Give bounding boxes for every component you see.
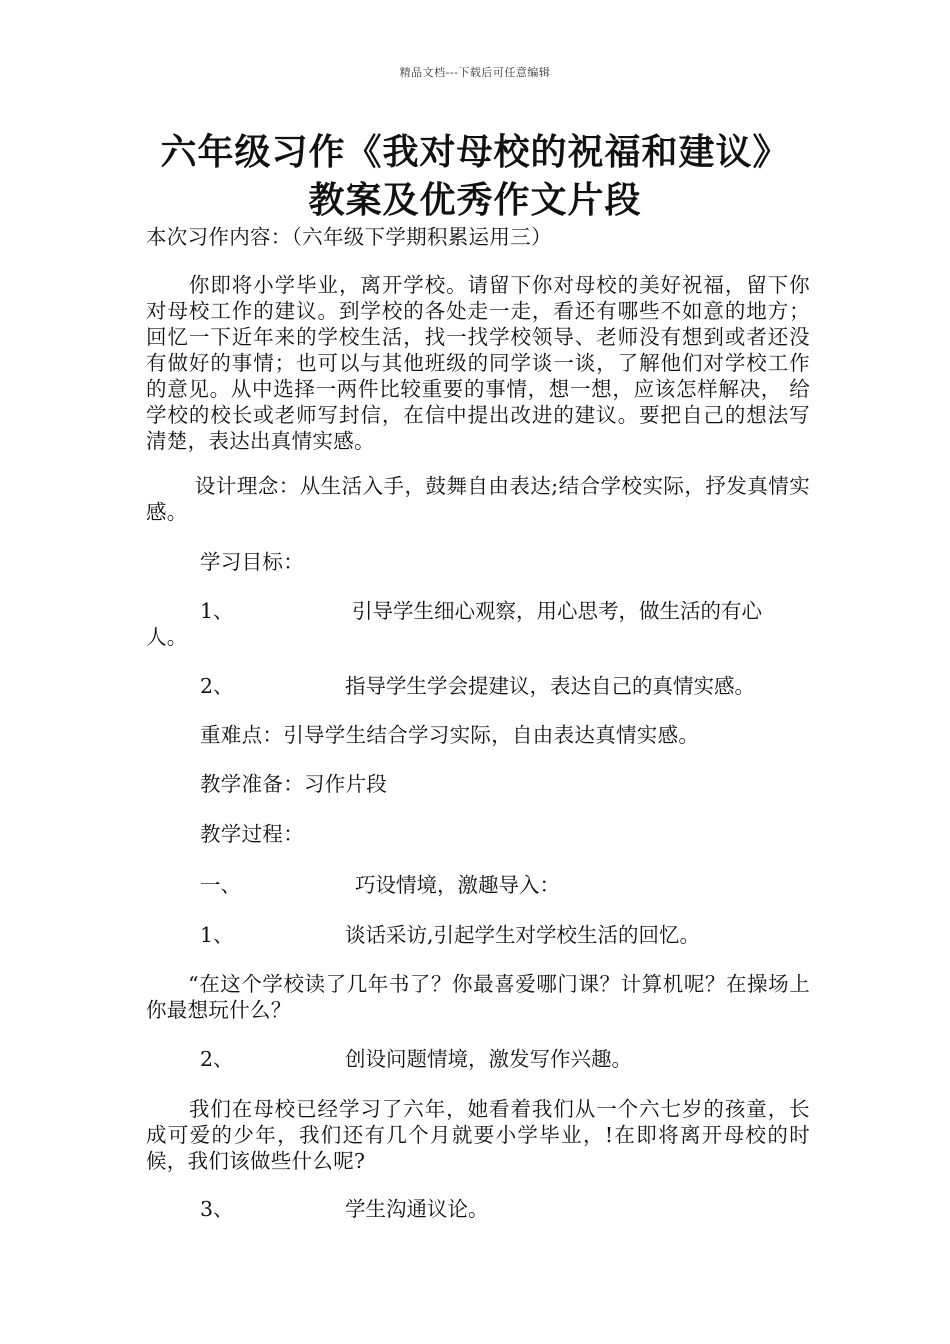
step-3-text: 学生沟通议论。 <box>345 1197 489 1221</box>
step-1-text: 谈话采访,引起学生对学校生活的回忆。 <box>345 923 701 947</box>
section-1-number: 一、 <box>200 873 241 897</box>
title-line-2: 教案及优秀作文片段 <box>308 179 642 221</box>
step-3-number: 3、 <box>200 1197 234 1221</box>
paragraph-design-concept: 设计理念：从生活入手，鼓舞自由表达;结合学校实际，抒发真情实感。 <box>146 474 810 524</box>
paragraph-scenario: 我们在母校已经学习了六年，她看着我们从一个六七岁的孩童，长成可爱的少年，我们还有几个月就要小学毕业，!在即将离开母校的时候，我们该做些什么呢? <box>146 1097 810 1173</box>
goals-heading: 学习目标： <box>200 550 304 574</box>
goal-1-continuation: 人。 <box>146 625 188 649</box>
intro-line: 本次习作内容：（六年级下学期积累运用三） <box>146 225 552 249</box>
goal-1-text: 引导学生细心观察，用心思考，做生活的有心 <box>352 599 762 623</box>
teaching-process-heading: 教学过程： <box>200 822 304 846</box>
title-line-1: 六年级习作《我对母校的祝福和建议》 <box>160 131 790 173</box>
page-header: 精品文档---下载后可任意编辑 <box>399 66 551 79</box>
interview-quote: “在这个学校读了几年书了？你最喜爱哪门课？计算机呢？在操场上你最想玩什么？ <box>146 972 810 1022</box>
goal-2-text: 指导学生学会提建议，表达自己的真情实感。 <box>345 674 755 698</box>
teaching-prep: 教学准备：习作片段 <box>200 772 388 796</box>
section-1-text: 巧设情境，激趣导入： <box>355 873 560 897</box>
step-2-number: 2、 <box>200 1047 234 1071</box>
step-1-number: 1、 <box>200 923 234 947</box>
paragraph-assignment: 你即将小学毕业，离开学校。请留下你对母校的美好祝福，留下你对母校工作的建议。到学校的各处走一走，看还有哪些不如意的地方；回忆一下近年来的学校生活，找一找学校领导、老师没有想到或者还没有做好的事情；也可以与其他班级的同学谈一谈，了解他们对学校工作的意见。从中选择一两件比较重要的事情，想一想，应该怎样解决， 给学校的校长或老师写封信，在信中提出改进的建议。要把自己的想法写清楚，表达出真情实感。 <box>146 273 810 453</box>
goal-1-number: 1、 <box>200 599 234 623</box>
step-2-text: 创设问题情境，激发写作兴趣。 <box>345 1047 632 1071</box>
key-points: 重难点：引导学生结合学习实际，自由表达真情实感。 <box>200 723 700 747</box>
goal-2-number: 2、 <box>200 674 234 698</box>
